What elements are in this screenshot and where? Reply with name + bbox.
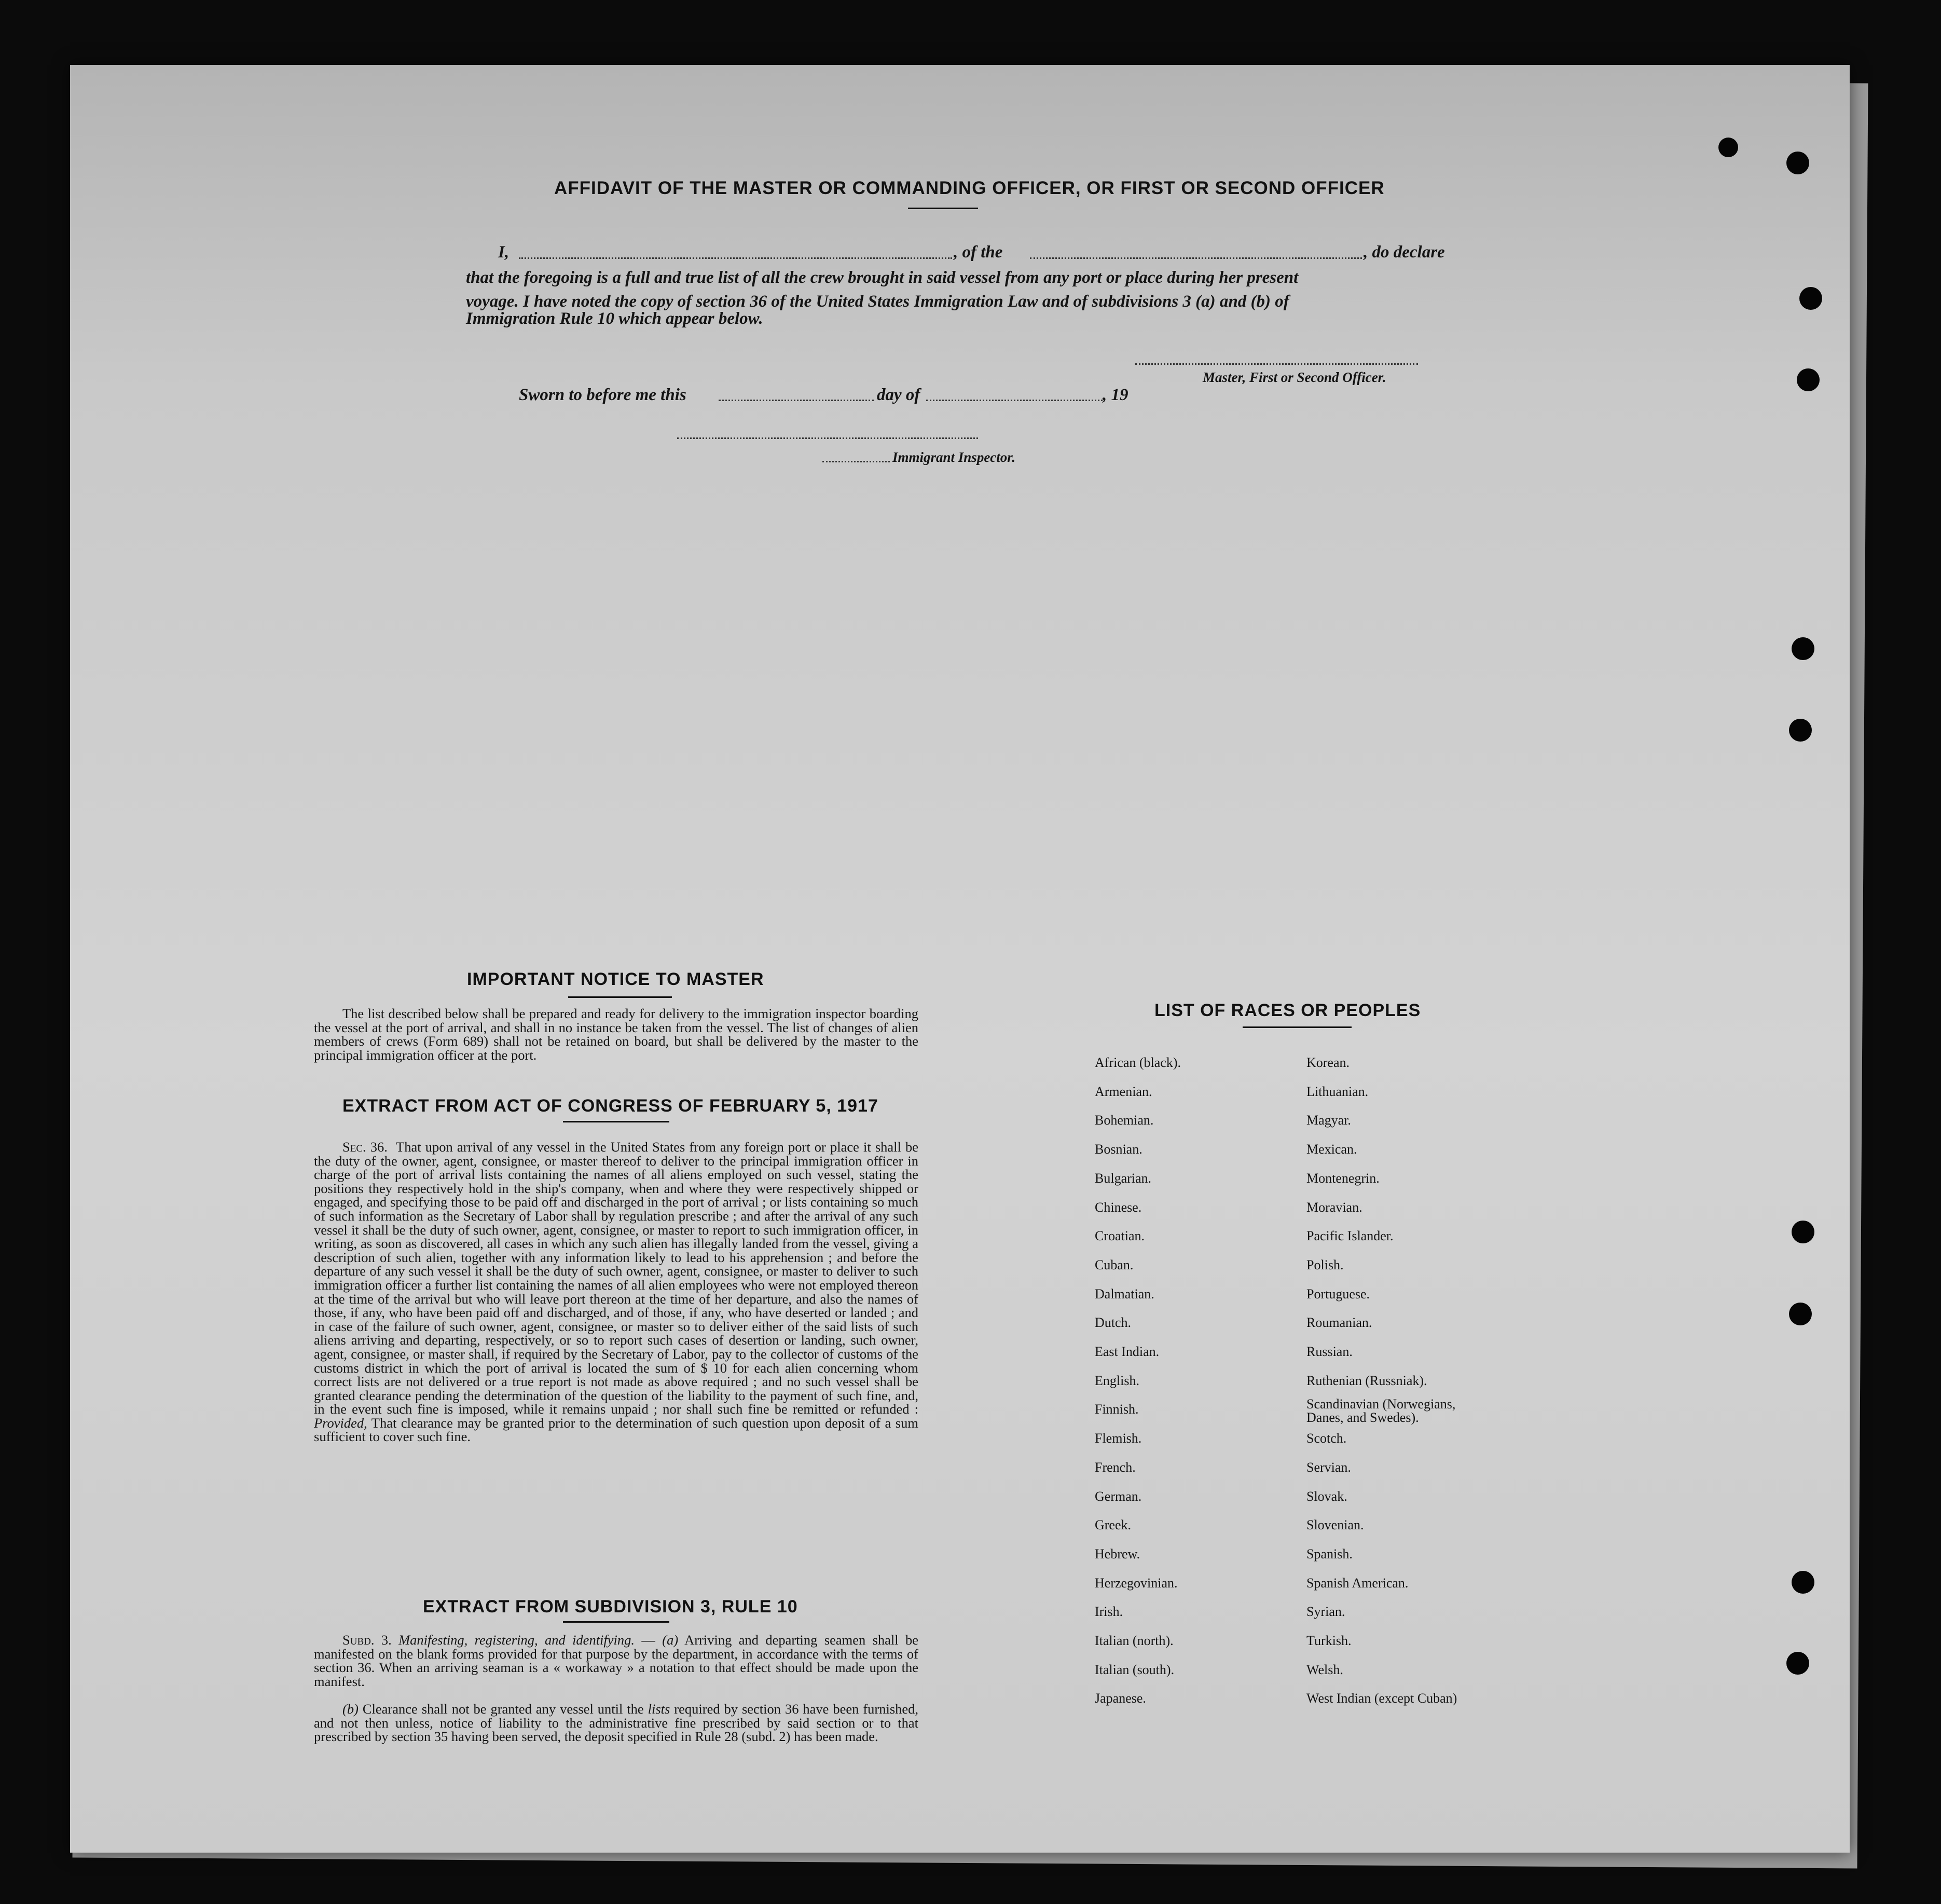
act-extract-text [314, 1140, 918, 1444]
rule-extract-underline [563, 1621, 669, 1623]
race-item-right: Moravian. [1306, 1200, 1362, 1215]
race-item-right: Ruthenian (Russniak). [1306, 1373, 1427, 1388]
act-extract-title: EXTRACT FROM ACT OF CONGRESS OF FEBRUARY 5, 1917 [342, 1096, 878, 1116]
race-item-left: East Indian. [1095, 1344, 1160, 1359]
race-item-left: Italian (south). [1095, 1662, 1175, 1677]
name-blank [519, 257, 952, 259]
race-item-right: Portuguese. [1306, 1286, 1370, 1302]
races-underline [1243, 1026, 1352, 1028]
punch-hole [1789, 1303, 1812, 1325]
race-item-left: Bohemian. [1095, 1113, 1154, 1128]
master-label: Master, First or Second Officer. [1203, 369, 1386, 385]
act-extract-underline [563, 1121, 669, 1122]
race-item-left: Bosnian. [1095, 1142, 1142, 1157]
b-text-2: required by section 36 have been furnished, and not then unless, notice of liability to the administrative fine prescribed by said section or to that prescribed by section 35 having been served, the deposit specified in Rule 28 (subd. 2) has been made. [314, 1701, 919, 1745]
race-item-left: English. [1095, 1373, 1139, 1388]
inspector-signature-blank [677, 437, 978, 439]
race-item-right: West Indian (except Cuban) [1306, 1691, 1457, 1706]
day-of-label: day of [877, 386, 920, 404]
punch-hole [1797, 368, 1820, 391]
race-item-left: Japanese. [1095, 1691, 1146, 1706]
race-item-left: Cuban. [1095, 1257, 1134, 1272]
affidavit-i: I, [498, 243, 510, 262]
b-text-1: Clearance shall not be granted any vessel until the [362, 1701, 644, 1717]
race-item-right: Scotch. [1306, 1431, 1347, 1446]
punch-hole [1792, 637, 1814, 660]
rule-extract-title: EXTRACT FROM SUBDIVISION 3, RULE 10 [423, 1597, 798, 1617]
race-item-left: Herzegovinian. [1095, 1576, 1178, 1591]
sworn-day-blank [719, 400, 874, 401]
affidavit-do-declare: , do declare [1364, 243, 1445, 262]
form-sheet [70, 65, 1850, 1853]
b-lists: lists [648, 1701, 670, 1717]
race-item-left: Croatian. [1095, 1228, 1145, 1243]
race-item-right: Roumanian. [1306, 1315, 1372, 1330]
a-label: (a) [662, 1632, 679, 1648]
vessel-blank [1030, 257, 1362, 259]
affidavit-line-2: that the foregoing is a full and true list of all the crew brought in said vessel from any port or place during her present [466, 268, 1299, 287]
punch-hole [1718, 138, 1738, 157]
race-item-right: Slovenian. [1306, 1517, 1364, 1532]
affidavit-line-4: Immigration Rule 10 which appear below. [466, 309, 763, 328]
race-item-right: Mexican. [1306, 1142, 1357, 1157]
provided-label: Provided, [314, 1415, 367, 1431]
race-item-right: Russian. [1306, 1344, 1353, 1359]
race-item-right: Lithuanian. [1306, 1084, 1369, 1099]
race-item-right: Spanish American. [1306, 1576, 1409, 1591]
race-item-right: Syrian. [1306, 1604, 1345, 1619]
race-item-left: Irish. [1095, 1604, 1123, 1619]
affidavit-of-the: , of the [954, 243, 1003, 262]
notice-text: The list described below shall be prepared and ready for delivery to the immigration inspector boarding the vessel at the port of arrival, and shall in no instance be taken from the vessel. The list of changes of alien members of crews (Form 689) shall not be retained on board, but shall be delivered by the master to the principal immigration officer at the port. [314, 1006, 918, 1063]
race-item-right: Magyar. [1306, 1113, 1351, 1128]
year-label: , 19 [1103, 386, 1128, 404]
race-item-right: Slovak. [1306, 1489, 1347, 1504]
affidavit-line-3: voyage. I have noted the copy of section 36 of the United States Immigration Law and of subdivisions 3 (a) and (b) of [466, 292, 1289, 311]
punch-hole [1792, 1221, 1814, 1243]
master-signature-blank [1135, 363, 1418, 365]
b-label: (b) [342, 1701, 359, 1717]
race-item-left: Hebrew. [1095, 1546, 1140, 1561]
notice-title: IMPORTANT NOTICE TO MASTER [467, 969, 764, 989]
sec-36-end: That clearance may be granted prior to the determination of such question upon deposit of a sum sufficient to cover such fine. [314, 1415, 918, 1445]
race-item-right: Polish. [1306, 1257, 1344, 1272]
race-item-left: Bulgarian. [1095, 1171, 1152, 1186]
race-item-left: Chinese. [1095, 1200, 1142, 1215]
sworn-month-blank [926, 400, 1103, 401]
inspector-label: Immigrant Inspector. [892, 449, 1016, 465]
race-item-left: Greek. [1095, 1517, 1132, 1532]
race-item-right: Spanish. [1306, 1546, 1353, 1561]
title-underline [908, 208, 978, 209]
race-item-left: African (black). [1095, 1055, 1181, 1070]
race-item-left: German. [1095, 1489, 1142, 1504]
rule-extract-b [314, 1702, 918, 1744]
punch-hole [1799, 287, 1822, 310]
affidavit-title: AFFIDAVIT OF THE MASTER OR COMMANDING OFFICER, OR FIRST OR SECOND OFFICER [554, 178, 1385, 198]
sworn-label: Sworn to before me this [519, 386, 686, 404]
race-item-right: Montenegrin. [1306, 1171, 1380, 1186]
race-item-right: Pacific Islander. [1306, 1228, 1394, 1243]
punch-hole [1792, 1571, 1814, 1594]
race-item-right: Servian. [1306, 1460, 1351, 1475]
notice-underline [568, 996, 672, 998]
race-item-left: Armenian. [1095, 1084, 1152, 1099]
race-item-right: Scandinavian (Norwegians, Danes, and Swedes). [1306, 1396, 1456, 1425]
sec-36-body: That upon arrival of any vessel in the United States from any foreign port or place it shall be the duty of the owner, agent, consignee, or master thereof to deliver to the principal immigration officer in charge of the port of arrival lists containing the names of all aliens employed on such vessel, stating the positions they respectively hold in the ship's company, when and where they were respectively shipped or engaged, and specifying those to be paid off and discharged in the port of arrival ; or lists containing so much of such information as the Secretary of Labor shall by regulation prescribe ; and after the arrival of any such vessel it shall be the duty of such owner, agent, consignee, or master to report to such immigration officer, in writing, as soon as discovered, all cases in which any such alien has illegally landed from the vessel, giving a description of such alien, together with any information likely to lead to his apprehension ; and before the departure of any such vessel it shall be the duty of such owner, agent, consignee, or master to deliver to such immigration officer a further list containing the names of all alien employees who were not employed thereon at the time of the arrival but who will leave port thereon at the time of her departure, and also the names of those, if any, who have been paid off and discharged, and of those, if any, who have deserted or landed ; and in case of the failure of such owner, agent, consignee, or master so to deliver either of the said lists of such aliens arriving and departing, respectively, or so to report such cases of desertion or landing, such owner, agent, consignee, or master shall, if required by the Secretary of Labor, pay to the collector of customs of the customs district in which the port of arrival is located the sum of $ 10 for each alien concerning whom correct lists are not delivered or a true report is not made as above required ; and no such vessel shall be granted clearance pending the determination of the question of the liability to the payment of such fine, and, in the event such fine is imposed, while it remains unpaid ; nor shall such fine be remitted or refunded : [314, 1139, 918, 1417]
race-item-left: Dutch. [1095, 1315, 1132, 1330]
race-item-right: Turkish. [1306, 1633, 1352, 1648]
punch-hole [1786, 1652, 1809, 1675]
race-item-left: Dalmatian. [1095, 1286, 1154, 1302]
sec-label: Sec. 36. [342, 1139, 388, 1155]
rule-extract-a: Subd. 3. Manifesting, registering, and identifying. — (a) Arriving and departing seamen shall be manifested on the blank forms provided for that purpose by the department, in accordance with the terms of section 36. When an arriving seaman is a « workaway » a notation to that effect should be made upon the manifest. [314, 1632, 918, 1689]
race-item-left: Finnish. [1095, 1402, 1139, 1417]
subd-label: Subd. 3. [342, 1632, 392, 1648]
a-text: Arriving and departing seamen shall be manifested on the blank forms provided for that purpose by the department, in accordance with the terms of section 36. When an arriving seaman is a « workaway » a notation to that effect should be made upon the manifest. [314, 1632, 918, 1689]
inspector-leader [822, 461, 890, 462]
race-item-left: Flemish. [1095, 1431, 1142, 1446]
race-item-left: Italian (north). [1095, 1633, 1174, 1648]
punch-hole [1786, 152, 1809, 174]
subd-heading: Manifesting, registering, and identifying. [398, 1632, 635, 1648]
race-item-right: Korean. [1306, 1055, 1350, 1070]
punch-hole [1789, 719, 1812, 742]
races-title: LIST OF RACES OR PEOPLES [1154, 1001, 1421, 1020]
race-item-right: Welsh. [1306, 1662, 1343, 1677]
race-item-left: French. [1095, 1460, 1136, 1475]
